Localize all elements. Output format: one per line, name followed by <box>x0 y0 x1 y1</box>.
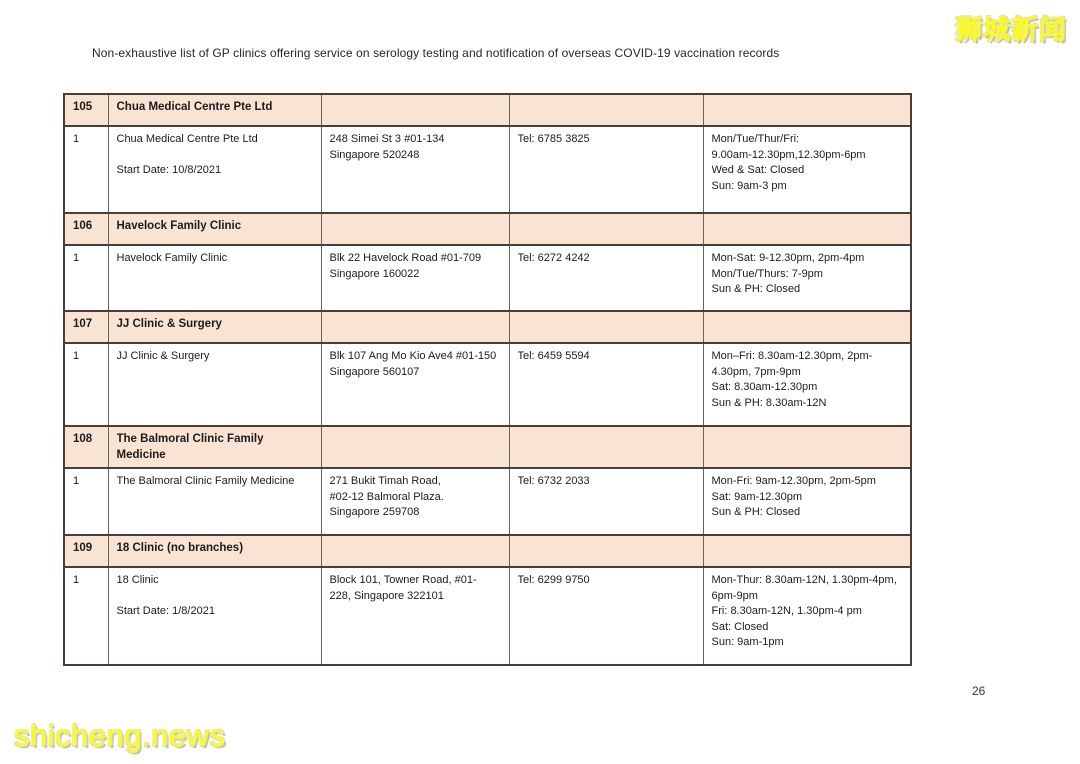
group-number-cell <box>64 311 108 343</box>
text-line: Start Date: 1/8/2021 <box>116 605 215 617</box>
text-line: Singapore 560107 <box>329 365 420 378</box>
text-line: Singapore 160022 <box>329 267 420 280</box>
tel-cell <box>509 245 703 311</box>
group-name-cell <box>108 535 321 567</box>
clinic-name-cell <box>108 245 321 311</box>
text-line: 106 <box>73 220 93 232</box>
text-line: Blk 107 Ang Mo Kio Ave4 #01-150 <box>329 350 497 362</box>
group-header-row <box>64 213 911 245</box>
text-line: Singapore 259708 <box>329 506 420 518</box>
hours-cell <box>703 245 911 311</box>
clinic-data-row <box>64 126 911 213</box>
address-cell <box>321 468 509 535</box>
empty-cell <box>509 94 703 126</box>
empty-cell <box>703 94 911 126</box>
text-line: Sat: 9am-12.30pm <box>711 490 802 503</box>
row-index-cell <box>64 343 108 426</box>
group-number-cell <box>64 426 108 468</box>
text-line: JJ Clinic & Surgery <box>116 350 210 362</box>
group-header-row <box>64 426 911 468</box>
text-line: 271 Bukit Timah Road, <box>329 475 441 487</box>
text-line: 6pm-9pm <box>711 589 758 602</box>
group-number-cell <box>64 535 108 567</box>
text-line <box>117 148 315 164</box>
text-line: Mon-Thur: 8.30am-12N, 1.30pm-4pm, <box>711 574 897 586</box>
clinic-data-row <box>64 468 911 535</box>
text-line: Sun & PH: 8.30am-12N <box>711 396 827 409</box>
tel-cell <box>509 468 703 535</box>
text-line: #02-12 Balmoral Plaza. <box>329 490 444 503</box>
clinic-data-row <box>64 343 911 426</box>
empty-cell <box>703 213 911 245</box>
text-line: Mon-Sat: 9-12.30pm, 2pm-4pm <box>711 252 865 264</box>
group-number-cell <box>64 94 108 126</box>
group-number-cell <box>64 213 108 245</box>
text-line: Sat: 8.30am-12.30pm <box>711 381 818 393</box>
text-line: 108 <box>73 433 93 445</box>
empty-cell <box>703 311 911 343</box>
empty-cell <box>509 426 703 468</box>
text-line: Sat: Closed <box>711 620 769 633</box>
text-line: Tel: 6732 2033 <box>517 475 590 487</box>
text-line: The Balmoral Clinic Family <box>116 433 264 445</box>
empty-cell <box>321 94 509 126</box>
empty-cell <box>321 213 509 245</box>
empty-cell <box>321 426 509 468</box>
text-line: 1 <box>73 133 80 145</box>
page-title: Non-exhaustive list of GP clinics offering service on serology testing and notification of overseas COVID-19 vaccination records <box>92 46 780 60</box>
text-line: Sun & PH: Closed <box>711 506 801 518</box>
text-line: Tel: 6272 4242 <box>517 252 590 264</box>
text-line <box>117 589 315 605</box>
group-header-row <box>64 311 911 343</box>
text-line: Mon/Tue/Thurs: 7-9pm <box>711 267 823 280</box>
clinic-name-cell <box>108 126 321 213</box>
text-line: Chua Medical Centre Pte Ltd <box>116 133 258 145</box>
text-line: 107 <box>73 318 93 330</box>
row-index-cell <box>64 567 108 665</box>
text-line: Tel: 6785 3825 <box>517 133 590 145</box>
text-line: Start Date: 10/8/2021 <box>116 164 222 176</box>
text-line: Tel: 6459 5594 <box>517 350 590 362</box>
text-line: Wed & Sat: Closed <box>711 164 805 176</box>
hours-cell <box>703 343 911 426</box>
text-line: Sun & PH: Closed <box>711 283 801 295</box>
text-line: Mon/Tue/Thur/Fri: <box>711 133 800 145</box>
text-line: 228, Singapore 322101 <box>329 589 444 602</box>
address-cell <box>321 245 509 311</box>
empty-cell <box>321 535 509 567</box>
group-name-cell <box>108 311 321 343</box>
empty-cell <box>509 213 703 245</box>
hours-cell <box>703 468 911 535</box>
text-line: Mon-Fri: 9am-12.30pm, 2pm-5pm <box>711 475 876 487</box>
text-line: Sun: 9am-1pm <box>711 636 784 648</box>
text-line: Fri: 8.30am-12N, 1.30pm-4 pm <box>711 605 862 617</box>
text-line: 9.00am-12.30pm,12.30pm-6pm <box>711 148 866 161</box>
text-line: Havelock Family Clinic <box>116 220 242 232</box>
row-index-cell <box>64 468 108 535</box>
text-line: 1 <box>73 252 80 264</box>
watermark-bottom-left: shicheng.news <box>14 718 226 753</box>
tel-cell <box>509 567 703 665</box>
clinic-table <box>63 93 912 666</box>
group-name-cell <box>108 213 321 245</box>
clinic-data-row <box>64 245 911 311</box>
clinic-name-cell <box>108 567 321 665</box>
text-line: Tel: 6299 9750 <box>517 574 590 586</box>
empty-cell <box>321 311 509 343</box>
empty-cell <box>509 311 703 343</box>
text-line: 1 <box>73 475 80 487</box>
text-line: Singapore 520248 <box>329 148 420 161</box>
hours-cell <box>703 567 911 665</box>
text-line: Chua Medical Centre Pte Ltd <box>116 101 273 113</box>
page-number: 26 <box>972 684 986 698</box>
group-name-cell <box>108 426 321 468</box>
clinic-name-cell <box>108 343 321 426</box>
text-line: 1 <box>73 350 80 362</box>
text-line: 109 <box>73 542 93 554</box>
text-line: Mon–Fri: 8.30am-12.30pm, 2pm- <box>711 350 873 362</box>
row-index-cell <box>64 126 108 213</box>
text-line: JJ Clinic & Surgery <box>116 318 222 330</box>
text-line: 248 Simei St 3 #01-134 <box>329 133 445 145</box>
text-line: 18 Clinic <box>116 574 159 586</box>
clinic-table-body <box>64 94 911 665</box>
text-line: 105 <box>73 101 93 113</box>
address-cell <box>321 343 509 426</box>
group-name-cell <box>108 94 321 126</box>
group-header-row <box>64 94 911 126</box>
row-index-cell <box>64 245 108 311</box>
address-cell <box>321 567 509 665</box>
text-line: Block 101, Towner Road, #01- <box>329 574 477 586</box>
text-line: 18 Clinic (no branches) <box>116 542 244 554</box>
tel-cell <box>509 126 703 213</box>
empty-cell <box>509 535 703 567</box>
text-line: Sun: 9am-3 pm <box>711 179 787 192</box>
text-line: Havelock Family Clinic <box>116 252 228 264</box>
text-line: Blk 22 Havelock Road #01-709 <box>329 252 482 264</box>
empty-cell <box>703 535 911 567</box>
empty-cell <box>703 426 911 468</box>
tel-cell <box>509 343 703 426</box>
text-line: 4.30pm, 7pm-9pm <box>711 365 801 378</box>
text-line: Medicine <box>116 448 166 461</box>
text-line: 1 <box>73 574 80 586</box>
hours-cell <box>703 126 911 213</box>
clinic-data-row <box>64 567 911 665</box>
group-header-row <box>64 535 911 567</box>
watermark-top-right: 狮城新闻 <box>955 15 1067 45</box>
clinic-name-cell <box>108 468 321 535</box>
address-cell <box>321 126 509 213</box>
text-line: The Balmoral Clinic Family Medicine <box>116 475 295 487</box>
